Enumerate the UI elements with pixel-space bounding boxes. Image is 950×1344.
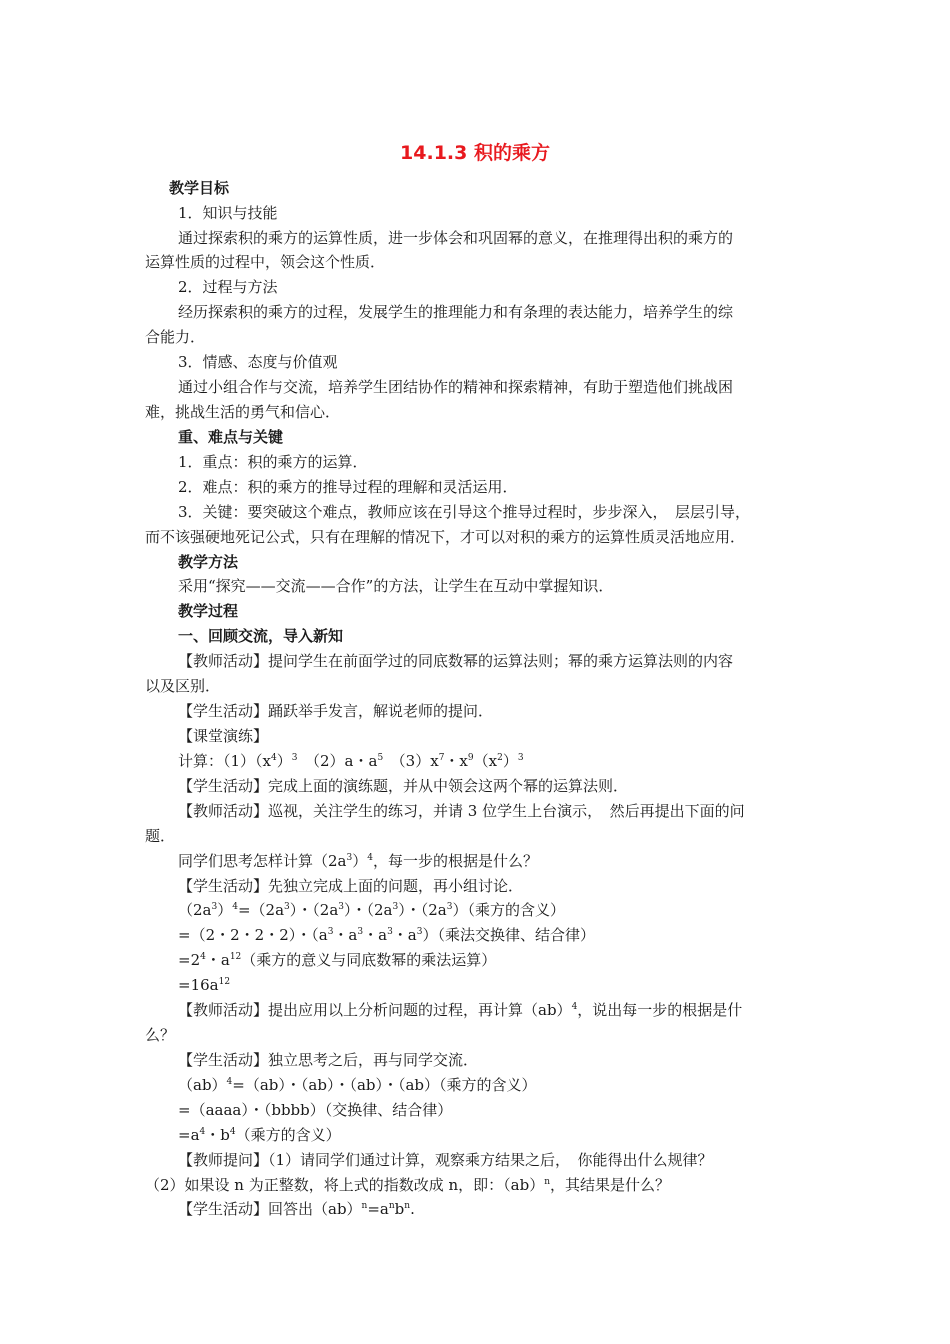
- teacher-question-cont: （2）如果设 n 为正整数，将上式的指数改成 n，即：（ab）$^n$，其结果是什么？: [145, 1176, 671, 1194]
- objective-1-text-cont: 运算性质的过程中，领会这个性质．: [145, 253, 386, 271]
- process-subheading-1: 一、回顾交流，导入新知: [178, 627, 344, 645]
- teacher-question: 【教师提问】（1）请同学们通过计算，观察乘方结果之后， 你能得出什么规律？: [178, 1151, 713, 1169]
- student-activity-1: 【学生活动】踊跃举手发言，解说老师的提问．: [178, 702, 494, 720]
- process-heading: 教学过程: [178, 602, 239, 620]
- objectives-heading: 教学目标: [169, 179, 230, 197]
- derivation-step-1: $(2a^3)^4=(2a^3)$・$(2a^3)$・$(2a^3)$・$(2a^3)$（乘方的含义）: [178, 901, 565, 919]
- student-activity-2: 【学生活动】完成上面的演练题，并从中领会这两个幂的运算法则．: [178, 777, 629, 795]
- objective-3-label: 3．情感、态度与价值观: [178, 353, 338, 371]
- teacher-activity-2: 【教师活动】巡视，关注学生的练习，并请 3 位学生上台演示， 然后再提出下面的问: [178, 802, 745, 820]
- method-heading: 教学方法: [178, 553, 239, 571]
- objective-3-text-cont: 难，挑战生活的勇气和信心．: [145, 403, 341, 421]
- practice-exercises: 计算：$(1)(x^4)^3$ （2）a・$a^5$ $(3)x^7$・$x^9(x^2)^3$: [178, 752, 524, 770]
- teacher-activity-3: 【教师活动】提出应用以上分析问题的过程，再计算（ab）$^4$，说出每一步的根据是什: [178, 1001, 743, 1019]
- method-text: 采用“探究——交流——合作”的方法，让学生在互动中掌握知识．: [178, 577, 614, 595]
- objective-1-label: 1．知识与技能: [178, 204, 278, 222]
- key-points-heading: 重、难点与关键: [178, 428, 284, 446]
- teacher-activity-1: 【教师活动】提问学生在前面学过的同底数幂的运算法则；幂的乘方运算法则的内容: [178, 652, 734, 670]
- classroom-practice-label: 【课堂演练】: [178, 727, 269, 745]
- key-point-2: 2．难点：积的乘方的推导过程的理解和灵活运用．: [178, 478, 518, 496]
- page-title: 14.1.3 积的乘方: [400, 142, 550, 164]
- key-point-3: 3．关键：要突破这个难点，教师应该在引导这个推导过程时，步步深入， 层层引导，: [178, 503, 751, 521]
- student-activity-4: 【学生活动】独立思考之后，再与同学交流．: [178, 1051, 479, 1069]
- derivation-step-4: $=16a^{12}$: [178, 976, 231, 994]
- derivation-step-2: =（2・2・2・2）・（$a^3$・$a^3$・$a^3$・$a^3$）（乘法交换律、结合律）: [178, 926, 595, 944]
- expansion-step-3: $=a^4$・$b^4$（乘方的含义）: [178, 1126, 341, 1144]
- teacher-activity-2-cont: 题．: [145, 827, 176, 845]
- teacher-activity-1-cont: 以及区别．: [145, 677, 221, 695]
- student-answer: 【学生活动】回答出$(ab)^n=a^nb^n$.: [178, 1200, 415, 1218]
- student-activity-3: 【学生活动】先独立完成上面的问题，再小组讨论．: [178, 877, 524, 895]
- objective-2-text-cont: 合能力．: [145, 328, 206, 346]
- expansion-step-2: =（aaaa）・（bbbb）（交换律、结合律）: [178, 1101, 453, 1119]
- key-point-3-cont: 而不该强硬地死记公式，只有在理解的情况下，才可以对积的乘方的运算性质灵活地应用．: [145, 528, 746, 546]
- expansion-step-1: （ab）$^4$=（ab）・（ab）・（ab）・（ab）（乘方的含义）: [178, 1076, 537, 1094]
- teacher-activity-3-cont: 么？: [145, 1026, 176, 1044]
- objective-2-text: 经历探索积的乘方的过程，发展学生的推理能力和有条理的表达能力，培养学生的综: [178, 303, 734, 321]
- key-point-1: 1．重点：积的乘方的运算．: [178, 453, 368, 471]
- objective-1-text: 通过探索积的乘方的运算性质，进一步体会和巩固幂的意义，在推理得出积的乘方的: [178, 229, 734, 247]
- objective-3-text: 通过小组合作与交流，培养学生团结协作的精神和探索精神，有助于塑造他们挑战困: [178, 378, 734, 396]
- derivation-step-3: $=2^4$・$a^{12}$（乘方的意义与同底数幂的乘法运算）: [178, 951, 497, 969]
- objective-2-label: 2．过程与方法: [178, 278, 278, 296]
- question-line: 同学们思考怎样计算$(2a^3)^4$，每一步的根据是什么？: [178, 852, 538, 870]
